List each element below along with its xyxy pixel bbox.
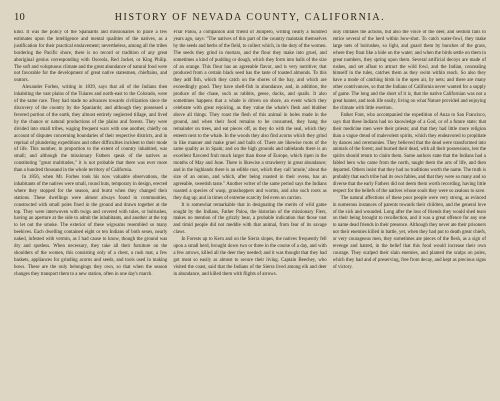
text-column-3 xyxy=(333,30,486,393)
paragraph: only imitates the actions, but also the voice of the deer, and seldom fails to entice several of the herd within bow-shot. To catch water-fowl, they make large nets of bulrushes, so light, and guard them by bunches of the grass, where they float like a hide on the water; and when the birds settle on them in great numbers, they spring upon them. Several artificial decoys are made of rushes, and set afloat to attract the wild fowl, and the Indian, concealing himself in the tules, catches them as they swim within reach. So also they have a mode of catching birds in the open air, by nets; and there are many other contrivances, so that the Indians of California never wanted for a supply of game. The long and the short of it is, that the native Californian was not a great hunter, and took life easily, living on what Nature provided and enjoying the climate with little exertion. xyxy=(332,30,486,111)
paragraph: kind. It was the policy of the Spaniards and missionaries to place a few estimates upon the intelligence and mental qualities of the natives, as a justification for their practical enslavement; nevertheless, among all the tribes bordering the Pacific shore, there is no record or tradition of any great aboriginal genius corresponding with Osceola, Red Jacket, or King Philip. The soft and voluptuous climate and the great abundance of natural food were not favorable for the development of great native statesmen, chieftains, and orators. xyxy=(14,30,168,84)
text-column-2 xyxy=(173,30,326,393)
paragraph: In Forests up to Kern and on the Sierra slopes, the natives frequently fell upon a small herd, brought down two or three in the course of a day, and with a few arrows, killed all the deer they needed; and it was thought that they had got meat so easily as almost to secure their living. Captain Beechey, who visited the coast, said that the Indians of the Sierra lived among elk and deer in abundance, and killed them with flights of arrows. xyxy=(173,237,327,277)
paragraph: Alexander Forbes, writing in 1839, says that all of the Indians then inhabiting the vast plains of the Tulares and north-east to the Colorado, were of the same race. They had made no advances towards civilization since the discovery of the country by the Spaniards; and although they possessed a fevered portion of the earth, they almost entirely neglected tillage, and lived by the chance or natural productions of the plains and forests. They were divided into small tribes, waging frequent wars with one another, chiefly on account of disputes concerning boundaries of their respective districts, and in reprisal of plundering expeditions and other difficulties incident to their mode of life. This number, in proportion to the extent of country inhabited, was small; and although the missionary Fathers speak of the natives as constituting "great multitudes," it is not probable that there was ever more than a hundred thousand in the whole territory of California. xyxy=(14,85,168,174)
paragraph: In 1856, when Mr. Forbes took his now valuable observations, the inhabitants of the natives were small, round huts, temporary in design, erected where they stopped for the season, and burnt when they changed their stations. These dwellings were almost always found in communities, constructed with small poles fixed in the ground and drawn together at the top. They were interwoven with twigs and covered with tules, or bulrushes, having an aperture at the side to admit the inhabitants, and another at the top to let out the smoke. The exterior of these wigwams resembled so many beehives. Each dwelling contained eight or ten Indians of both sexes, nearly naked, infested with vermin, as I had cause to know, though the ground was dry and spotless. When necessary, they take all their furniture on the shoulders of the women, this consisting only of a chest, a rush mat, a few baskets, appliances for grinding acorns and seeds, and tools used in making bows. These are the only belongings they own, so that when the season changes they transport them to a new station, often in one day's march. xyxy=(14,175,168,277)
paragraph: It is somewhat remarkable that in designating the merits of wild game sought by the Indians, Father Palou, the historian of the missionary Fiers, makes no mention of the grizzly bear, a probable indication that those vast and timid people did not meddle with that animal, from fear of its savage claws. xyxy=(173,202,327,236)
text-columns xyxy=(14,30,486,393)
page-number: 10 xyxy=(14,12,25,23)
text-column-1 xyxy=(14,30,167,393)
running-title: HISTORY OF NEVADA COUNTY, CALIFORNIA. xyxy=(114,12,386,23)
paragraph: Father Font, who accompanied the expedition of Anza to San Francisco, says that these Indians had no knowledge of a God, or of a future state; that their medicine men were their priests; and that they had little more religion than a vague dread of malevolent spirits, which they endeavored to propitiate by dances and ceremonies. They believed that the dead were transformed into animals of the forest; and burned their dead, with all their possessions, lest the spirits should return to claim them. Some authors state that the Indians had a fabled hero who came from the north, taught them the arts of life, and then departed. Others insist that they had no traditions worth the name. The truth is probably that each tribe had its own fables, and that they were so many and so diverse that the early Fathers did not deem them worth recording, having little respect for the beliefs of the natives whose souls they were so zealous to save. xyxy=(332,112,486,194)
page-header xyxy=(14,12,486,24)
paragraph: Friar Palou, a companion and friend of Junipero, writing nearly a hundred years ago, says: "The natives of this part of the country maintain themselves by the seeds and herbs of the field, to collect which, in the duty of the women. The seeds they grind in mortars, and the flour they make into gruel, and sometimes a kind of pudding or dough, which they form into balls of the size of an orange. This flour has an agreeable flavor, and is very nutritive; that produced from a certain black seed has the taste of toasted almonds. To this they add fish, which they catch on the shores of the bay, and which are exceedingly good. They have shell-fish in abundance, and, in addition, the produce of the chase, such as rabbits, geese, ducks, and quails. It also sometimes happens that a whale is driven on shore, an event which they celebrate with great rejoicing, as they value the whale's flesh and blubber above all things. They roast the flesh of this animal in holes made in the ground, and when their food remains to be consumed, they hang the remainder on trees, and eat pieces off, as they do with the seal, which they esteem next to the whale. In the woods they also find acorns which they grind in like manner and make gruel and balls of. There are likewise roots of the same quality as in Spain; and on the high grounds and tablelands there is an excellent flavored fruit much larger than those of Europe, which ripen in the months of May and June. There is likewise a strawberry in great abundance; and in the highlands there is an edible root, which they call 'amole,' about the size of an onion, and which, after being roasted in their ovens, has an agreeable, sweetish taste." Another writer of the same period says the Indians roasted a species of wasp, grasshoppers and worms, and also such roots as they dug up; and in times of extreme scarcity fed even on carrion. xyxy=(173,30,327,201)
paragraph: The natural affections of these poor people were very strong, as evinced in numerous instances of parents towards their children, and the general love of the sick and wounded. Long after the loss of friends they would shed tears on their being brought to recollection, and it was a great offence for any one to name dead friends in their presence. Although they never ate their prisoners nor their enemies killed in battle, yet, when they had put to death great chiefs, or very courageous men, they sometimes ate pieces of the flesh, as a sign of revenge and hatred, in the belief that this food would increase their own courage. They scalped their slain enemies, and planted the scalps on poles, which they had and of preserving, free from decay, and kept as precious signs of victory. xyxy=(332,195,486,270)
